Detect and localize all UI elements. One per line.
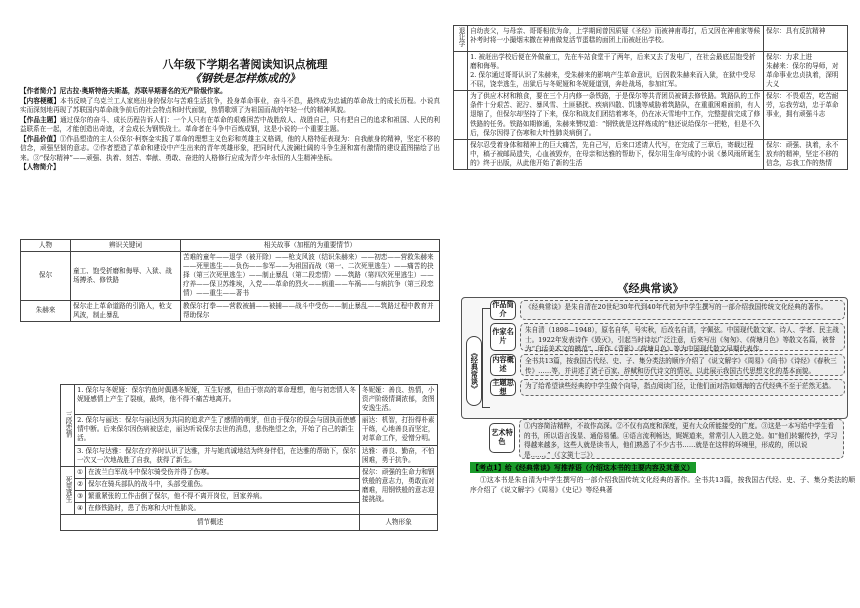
person-keywords: 保尔走上革命道路的引路人，枪支风波，制止暴乱 [71, 300, 181, 321]
item-number: ③ [75, 490, 86, 502]
content-summary: 【内容梗概】本书反映了乌克兰工人家庭出身的保尔与苦难生活抗争，投身革命事业，奋斗不息，最终成为忠诚的革命战士的成长历程。小说真实而深刻地再现了苏联国内革命战争前后的社会特点和时代面貌，热情歌颂了为祖国而战的年轻一代的精神风貌。 [20, 96, 441, 115]
person-story: 教保尔打拳——营救被捕——被捕——战斗中受伤——制止暴乱——筑路过程中教育并帮助保尔 [181, 300, 440, 321]
table-row [61, 466, 438, 478]
romance-character: 丽达：机智，打扮得朴素干练，心地善良而坚定，对革命工作，爱憎分明。 [360, 415, 438, 445]
mindmap-area [461, 297, 848, 419]
death-character: 保尔：顽强的生命力和钢铁般的意志力，勇敢而对磨难，用钢铁般的意志迎接挑战。 [360, 466, 438, 514]
card-content: 全书共13篇，按我国古代经、史、子、集分类法的顺序介绍了《说文解字》《周易》《尚书》《诗经》《春秋三传》……等，并讲述了诸子百家、辞赋和历代诗文的情况，以此展示我国古代思想文化的基本面貌。 [520, 354, 845, 376]
card-label: 作家名片 [490, 323, 516, 351]
death-text: 繁重紧张的工作击倒了保尔，他不得不离开岗位，回家养病。 [86, 490, 360, 502]
card-content: ①内容简洁精粹，不故作高深。②不仅有高度和深度，更有大众所能接受的广度。③这是一本写给中学生看的书，所以语言浅显、通俗易懂。④语言流利畅达，娓娓道来，常常引人入胜之处。如“他们转辗传抄，学习得越来越多，这些人就是读书人，他们熟悉了不少古书……就是在这样的环境里，形成的，所以说是……。”（《文第十三》） [519, 419, 844, 459]
plot-table [60, 384, 438, 531]
theme-summary: 【作品主题】通过保尔的奋斗、成长历程告诉人们：一个人只有在革命的艰难困苦中战胜敌人、战胜自己，只有把自己的追求和祖国、人民的利益联系在一起，才能创造出奇迹，才会成长为钢铁战士。革命者在斗争中百炼成钢，这是小说的一个重要主题。 [20, 115, 441, 134]
table-footer [61, 515, 438, 531]
row-label [454, 139, 468, 169]
card-content: 朱自清（1898—1948），原名自华，号实秋，后改名自清，字佩弦。中国现代散文家、诗人、学者、民主战士。1922年发表诗作《毁灭》，引起当时诗坛广泛注意，后来写出《匆匆》、《荷塘月色》等散文名篇，被誉为“白话美术文的模范”，所作《背影》《荷塘月色》等为中国现代散文早期代表作。 [520, 323, 845, 351]
header-person: 人物 [21, 240, 71, 252]
intro-section [20, 87, 440, 173]
group-label-death: 死里逃生 [61, 466, 75, 514]
plot-text: 保尔忍受着身体和精神上的巨大痛苦，先自己写，后来口述请人代写，在完成了三章后，寄载过程中，稿子被邮局遗失，心血被毁弃，在母亲和达雅的帮助下，保尔用生命写成的小说《暴风雨所诞生的》终于出版，从此他开始了新的生活 [468, 139, 764, 169]
exam-point-text: ①这本书是朱自清为中学生撰写的一部介绍我国传统文化经典的著作。全书共13篇，按我国古代经、史、子、集分类法的顺序介绍了《说文解字》《周易》《史记》等经典著 [470, 475, 855, 494]
header-story: 相关故事（加框的为重要情节） [181, 240, 440, 252]
group-label-romance: 三段恋情 [61, 385, 75, 467]
card-label: 内容概述 [490, 354, 516, 376]
row-label: 退让学 [454, 26, 468, 52]
death-text: 在波兰白军战斗中保尔骑受伤并得了伤寒。 [86, 466, 360, 478]
person-name: 保尔 [21, 252, 71, 300]
footer-image: 人物形象 [360, 515, 438, 531]
header-keywords: 辨识关键词 [71, 240, 181, 252]
romance-character: 冬妮娅：善良、热情，小资产阶级情调浓郁，贪图安逸生活。 [360, 385, 438, 415]
card-content: 为了给希望读些经典的中学生做个向导，指点阅读门径，让他们面对浩如烟海的古代经典不至于茫然无措。 [520, 379, 845, 396]
row-label [454, 51, 468, 90]
plot-table-right [453, 25, 848, 170]
item-number: ④ [75, 503, 86, 515]
row-label [454, 91, 468, 139]
person-story: 苦难的童年——退学（被开除）——枪支风波（结识朱赫来）——初恋——营救朱赫来——死里逃生——负伤——参军——为祖国而战（第一、二次死里逃生）——痛苦的抉择（第三次死里逃生）——制止暴乱（第二段恋情）——筑路（第四次死里逃生）——疗养——保卫苏维埃，入党——革命的烈火——病重——车祸——与病抗争（第三段恋情）——重生——著书 [181, 252, 440, 300]
plot-character: 保尔：顽强、执着，永不放弃的精神，坚定不移的信念，忘我工作的热情 [764, 139, 848, 169]
plot-character: 保尔：不畏艰苦，吃苦耐劳，忘我劳动，忠于革命事业，拥有顽强斗志 [764, 91, 848, 139]
table-row [454, 139, 848, 169]
exam-point [470, 463, 855, 496]
table-row [61, 445, 438, 466]
plot-text: 1. 被赶出学校后便在外做童工，先在车站食堂干了两年，后来又去了发电厂，在社会最底层饱受折磨和侮辱。 2. 保尔通过哥哥认识了朱赫来，受朱赫来的影响产生革命意识，后因救朱赫来而入狱，在狱中受尽不屈，饶幸逃生，出狱后与冬妮娅和冬妮娅道别，奔赴战场，参加红军。 [468, 51, 764, 90]
table-row [454, 91, 848, 139]
side-label: 《经典常谈》 [466, 336, 482, 406]
death-text: 保尔在骑兵部队的战斗中，头部受重伤。 [86, 478, 360, 490]
character-table [20, 239, 440, 322]
card-label: 作品简介 [490, 300, 516, 320]
person-keywords: 童工、饱受折磨和侮辱、入狱、战场搏杀、修铁路 [71, 252, 181, 300]
table-row [61, 415, 438, 445]
value-summary: 【作品价值】①作品塑造的主人公保尔·柯察金实践了革命的理想主义色彩和英雄主义格调，他的人格特征表现为：自我献身的精神，坚定不移的信念，顽强坚韧的意志。②作者塑造了革命和建设中产生出来的青年英雄形象，把同时代人波澜壮阔的斗争生涯和富有激情的建设蓝图描绘了出来。③“保尔精神”——顽强、执着、刻苦、奉献、勇敢、奋进的人格修行应成为青少年永恒的人生精神坐标。 [20, 134, 441, 162]
table-row [61, 385, 438, 415]
author-intro: 【作者简介】尼古拉·奥斯特洛夫斯基，苏联早期著名的无产阶级作家。 [20, 87, 227, 95]
romance-text: 2. 保尔与丽达：保尔与丽达因为共同的追求产生了感情的萌芽，但由于保尔的误会与固执而使感情中断。后来保尔因伤病被送走，丽达听说保尔去世的消息，悲伤绝望之余，开始了自己的新生活。 [75, 415, 360, 445]
plot-character: 保尔：力求上进 朱赫来：保尔的导师，对革命事业忠贞执着，深明大义 [764, 51, 848, 90]
table-row [21, 300, 440, 321]
plot-text: 为了供应木材和粮食，要在三个月内修一条铁路，于是保尔等共青团员被调去修铁路。筑路队的工作条件十分艰苦、泥泞、暴风雪、土匪骚扰、疾病四散、饥饿等威胁着筑路队，在重重困难面前，有人退缩了，但保尔却坚持了下来，保尔和战友们团结着寒冬，仍在冰天雪地中工作，完整提前完成了修铁路的任务。铁路如期修通，朱赫来赞叹道：“钢铁就是这样炼成的”他还说给保尔一把枪，但是不久后，保尔因得了伤寒和大叶性肺炎病倒了。 [468, 91, 764, 139]
bracket-connector [482, 308, 490, 408]
table-row [454, 51, 848, 90]
book-title-2: 《经典常谈》 [617, 282, 684, 295]
item-number: ② [75, 478, 86, 490]
item-number: ① [75, 466, 86, 478]
card-content: 《经典常谈》是朱自清在20世纪30年代到40年代初为中学生撰写的一部介绍我国传统文化经典的著作。 [520, 300, 845, 320]
card-label: 艺术特色 [489, 423, 515, 453]
romance-text: 3. 保尔与达雅：保尔在疗养时认识了达雅，并与她真诚地结为终身伴侣，在达雅的帮助下，保尔一次又一次地战胜了自我，获得了新生。 [75, 445, 360, 466]
person-name: 朱赫来 [21, 300, 71, 321]
death-text: 在修铁路时，患了伤寒和大叶性肺炎。 [86, 503, 360, 515]
card-label: 主题思想 [490, 379, 516, 396]
page-title: 八年级下学期名著阅读知识点梳理 [162, 58, 328, 71]
romance-text: 1. 保尔与冬妮娅：保尔钓鱼时偶遇冬妮娅，互生好感，但由于崇高的革命理想，他与初恋情人冬妮娅感情上产生了裂痕，最终，他不得不痛苦地离开。 [75, 385, 360, 415]
footer-plot: 情节概述 [61, 515, 360, 531]
plot-text: 自幼丧父，与母亲、哥哥相依为命，上学期间曾因质疑《圣经》而被神甫毒打，后又因在神甫家等候补考时将一小撮烟末撒在神甫做复活节蛋糕的面团上而被赶出学校。 [468, 26, 764, 52]
people-intro: 【人物简介】 [20, 163, 60, 172]
romance-character: 达雅：善良、勤奋，不怕困难，勇于抗争。 [360, 445, 438, 466]
table-row [21, 252, 440, 300]
exam-point-label: 【考点1】给《经典常谈》写推荐语（介绍这本书的主要内容及其意义） [472, 463, 694, 472]
book-title-1: 《钢铁是怎样炼成的》 [190, 72, 300, 85]
plot-character: 保尔：具有反抗精神 [764, 26, 848, 52]
table-row [454, 26, 848, 52]
